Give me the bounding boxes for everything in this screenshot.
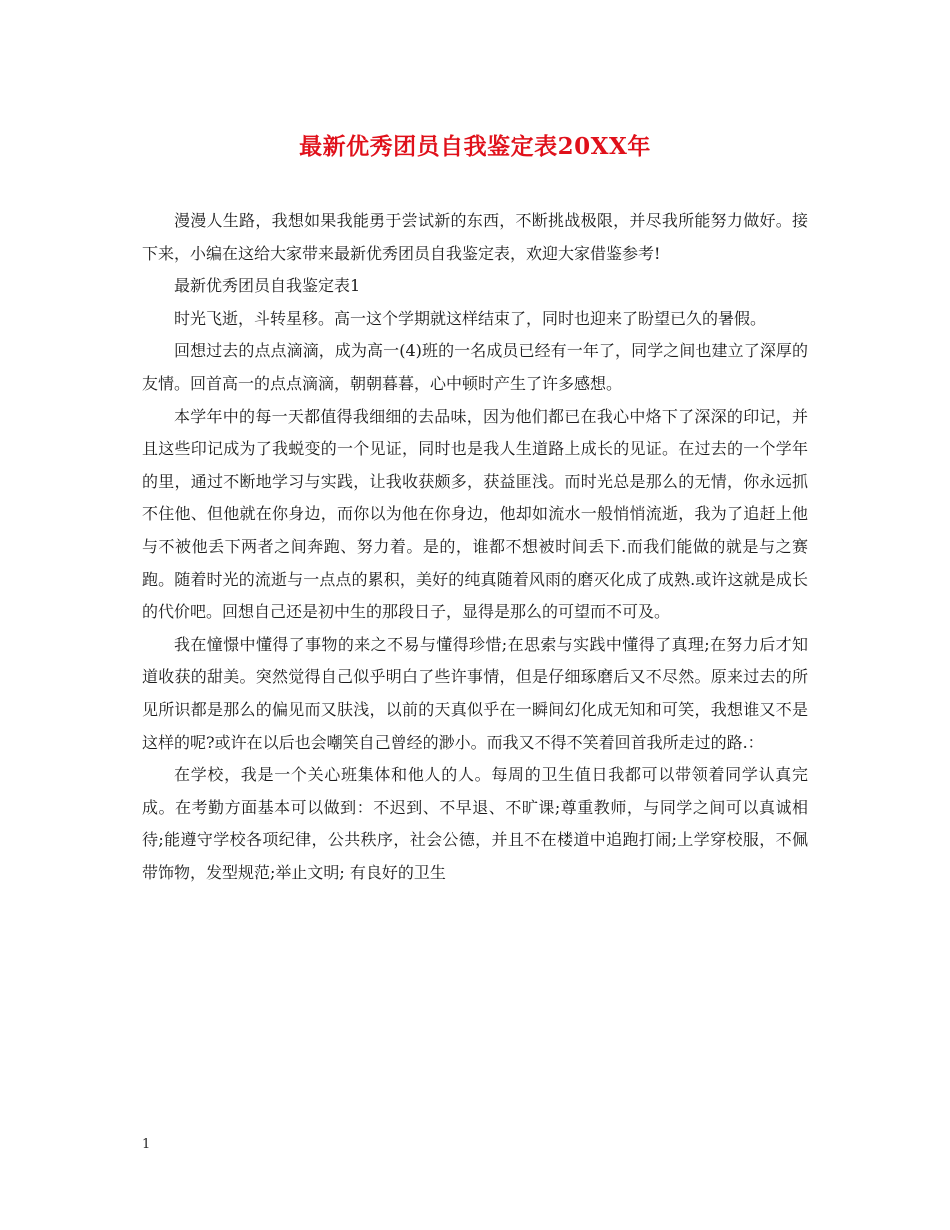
paragraph: 回想过去的点点滴滴，成为高一(4)班的一名成员已经有一年了，同学之间也建立了深厚的友情。回首高一的点点滴滴，朝朝暮暮，心中顿时产生了许多感想。 <box>142 341 808 393</box>
document-body <box>142 205 808 889</box>
page-number: 1 <box>142 1137 151 1152</box>
document-title: 最新优秀团员自我鉴定表20XX年 <box>299 133 651 160</box>
paragraph: 时光飞逝，斗转星移。高一这个学期就这样结束了，同时也迎来了盼望已久的暑假。 <box>174 308 767 328</box>
section-heading: 最新优秀团员自我鉴定表1 <box>174 276 361 296</box>
paragraph-intro: 漫漫人生路，我想如果我能勇于尝试新的东西，不断挑战极限，并尽我所能努力做好。接下来，小编在这给大家带来最新优秀团员自我鉴定表，欢迎大家借鉴参考! <box>142 211 808 263</box>
paragraph: 在学校，我是一个关心班集体和他人的人。每周的卫生值日我都可以带领着同学认真完成。在考勤方面基本可以做到：不迟到、不早退、不旷课;尊重教师，与同学之间可以真诚相待;能遵守学校各项纪律，公共秩序，社会公德，并且不在楼道中追跑打闹;上学穿校服，不佩带饰物，发型规范;举止文明; 有良好的卫生 <box>142 765 808 882</box>
paragraph: 本学年中的每一天都值得我细细的去品味，因为他们都已在我心中烙下了深深的印记，并且这些印记成为了我蜕变的一个见证，同时也是我人生道路上成长的见证。在过去的一个学年的里，通过不断地学习与实践，让我收获颇多，获益匪浅。而时光总是那么的无情，你永远抓不住他、但他就在你身边，而你以为他在你身边，他却如流水一般悄悄流逝，我为了追赶上他与不被他丢下两者之间奔跑、努力着。是的，谁都不想被时间丢下.而我们能做的就是与之赛跑。随着时光的流逝与一点点的累积，美好的纯真随着风雨的磨灭化成了成熟.或许这就是成长的代价吧。回想自己还是初中生的那段日子，显得是那么的可望而不可及。 <box>142 406 808 622</box>
paragraph: 我在憧憬中懂得了事物的来之不易与懂得珍惜;在思索与实践中懂得了真理;在努力后才知道收获的甜美。突然觉得自己似乎明白了些许事情，但是仔细琢磨后又不尽然。原来过去的所见所识都是那么的偏见而又肤浅，以前的天真似乎在一瞬间幻化成无知和可笑，我想谁又不是这样的呢?或许在以后也会嘲笑自己曾经的渺小。而我又不得不笑着回首我所走过的路.： <box>142 634 808 752</box>
